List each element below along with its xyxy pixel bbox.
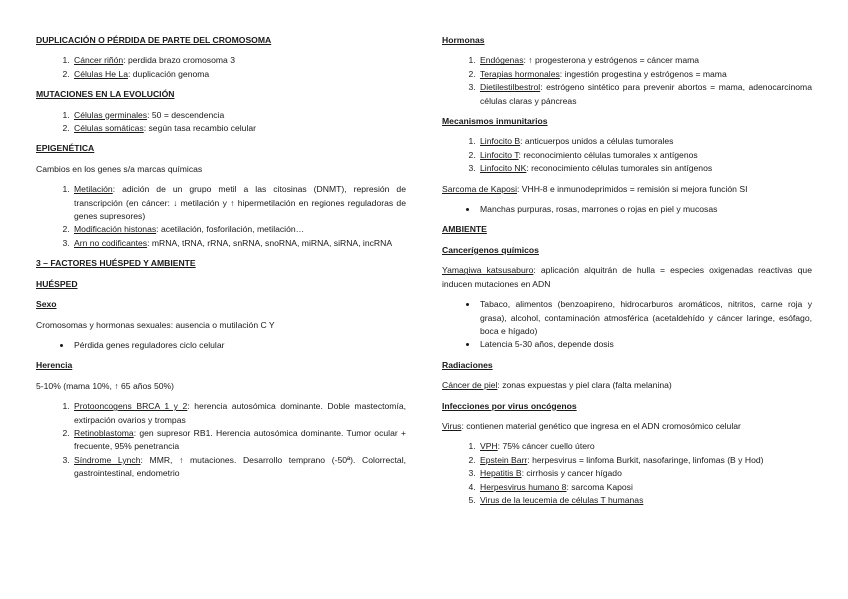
duplicacion-list	[36, 54, 406, 81]
term: Células somáticas	[74, 123, 144, 134]
list-item	[72, 237, 406, 250]
term: Células germinales	[74, 109, 148, 120]
definition: : herpesvirus = linfoma Burkit, nasofaringe, linfomas (B y Hod)	[527, 454, 764, 465]
list-item	[478, 54, 812, 67]
list-item	[478, 135, 812, 148]
list-item	[72, 454, 406, 481]
subheading-inmunitarios: Mecanismos inmunitarios	[442, 116, 548, 127]
definition: : reconocimiento células tumorales sin antígenos	[526, 163, 713, 174]
definition: : zonas expuestas y piel clara (falta melanina)	[497, 380, 672, 391]
term: Linfocito T	[480, 149, 519, 160]
inmunitarios-list	[442, 135, 812, 175]
definition: : cirrhosis y cancer hígado	[521, 468, 622, 479]
term: Arn no codificantes	[74, 237, 148, 248]
epigenetica-intro: Cambios en los genes s/a marcas químicas	[36, 163, 203, 174]
herencia-text: 5-10% (mama 10%, ↑ 65 años 50%)	[36, 380, 175, 391]
list-item	[478, 494, 812, 507]
term: Herpesvirus humano 8	[480, 481, 567, 492]
definition: : ingestión progestina y estrógenos = mama	[559, 68, 727, 79]
yamagiwa-text	[442, 264, 812, 291]
term: VPH	[480, 441, 498, 452]
list-item	[478, 467, 812, 480]
definition: : aplicación alquitrán de hulla = especies oxigenadas reactivas que inducen mutaciones en ADN	[442, 265, 812, 289]
term: Epstein Barr	[480, 454, 528, 465]
term: Hepatitis B	[480, 468, 522, 479]
sexo-text: Cromosomas y hormonas sexuales: ausencia o mutilación C Y	[36, 319, 275, 330]
term: Linfocito B	[480, 136, 521, 147]
list-item	[72, 427, 406, 454]
term: Endógenas	[480, 55, 524, 66]
section-heading-mutaciones: MUTACIONES EN LA EVOLUCIÓN	[36, 89, 175, 100]
subheading-sexo: Sexo	[36, 299, 57, 310]
term: Virus	[442, 420, 462, 431]
definition: : ↑ progesterona y estrógenos = cáncer mama	[523, 55, 700, 66]
section-heading-ambiente: AMBIENTE	[442, 224, 487, 235]
term: Cáncer riñón	[74, 55, 124, 66]
list-item	[72, 400, 406, 427]
list-item	[478, 481, 812, 494]
definition: : VHH-8 e inmunodeprimidos = remisión si mejora función SI	[517, 183, 748, 194]
bullet-item: • Latencia 5-30 años, depende dosis	[478, 338, 812, 351]
subheading-virus: Infecciones por virus oncógenos	[442, 400, 577, 411]
term: Dietilestilbestrol	[480, 82, 541, 93]
hormonas-list	[442, 54, 812, 108]
subheading-herencia: Herencia	[36, 360, 73, 371]
definition: : adición de un grupo metil a las citosinas (DNMT), represión de transcripción (en cáncer: ↓ metilación y ↑ hipermetilación en regiones reguladoras de genes supresores)	[74, 184, 406, 222]
definition: : gen supresor RB1. Herencia autosómica dominante. Tumor ocular + frecuente, 95% penetrancia	[74, 427, 406, 452]
quimicos-bullets	[442, 298, 812, 352]
definition: : 75% cáncer cuello útero	[497, 441, 595, 452]
right-column	[442, 34, 812, 514]
list-item	[478, 440, 812, 453]
term: Terapias hormonales	[480, 68, 560, 79]
list-item	[478, 81, 812, 108]
definition: : MMR, ↑ mutaciones. Desarrollo temprano (-50ª). Colorrectal, gastrointestinal, endometrio	[74, 454, 406, 479]
definition: : estrógeno sintético para prevenir abortos = mama, adenocarcinoma células claras y páncreas	[480, 82, 812, 106]
definition: : contienen material genético que ingresa en el ADN cromosómico celular	[461, 420, 741, 431]
definition: : reconocimiento células tumorales x antígenos	[518, 149, 698, 160]
term: Linfocito NK	[480, 163, 527, 174]
definition: : duplicación genoma	[127, 68, 210, 79]
bullet-item: • Manchas purpuras, rosas, marrones o rojas en piel y mucosas	[478, 203, 812, 216]
definition: : acetilación, fosforilación, metilación…	[156, 224, 305, 235]
kaposi-text	[442, 183, 812, 196]
term: Cáncer de piel	[442, 380, 498, 391]
herencia-list	[36, 400, 406, 480]
term: Síndrome Lynch	[74, 454, 141, 465]
section-heading-epigenetica: EPIGENÉTICA	[36, 143, 95, 154]
definition: : según tasa recambio celular	[143, 123, 256, 134]
bullet-item: • Tabaco, alimentos (benzoapireno, hidrocarburos aromáticos, nitritos, carne roja y grasa), alcohol, contaminación atmosférica (acetaldehído y cáncer laringe, esófago, boca e hígado)	[478, 298, 812, 338]
subheading-hormonas: Hormonas	[442, 35, 485, 45]
term: Células He La	[74, 68, 128, 79]
definition: : perdida brazo cromosoma 3	[123, 55, 235, 66]
list-item	[72, 109, 406, 122]
bullet-item: • Pérdida genes reguladores ciclo celular	[72, 339, 406, 352]
sexo-bullets	[36, 339, 406, 352]
definition: : sarcoma Kaposi	[566, 481, 633, 492]
list-item	[478, 454, 812, 467]
section-heading-factores: 3 – FACTORES HUÉSPED Y AMBIENTE	[36, 258, 196, 269]
term: Modificación histonas	[74, 224, 157, 235]
list-item	[72, 122, 406, 135]
term: Retinoblastoma	[74, 427, 134, 438]
virus-list	[442, 440, 812, 507]
definition: : herencia autosómica dominante. Doble mastectomía, extirpación ovarios y trompas	[74, 401, 406, 425]
list-item	[72, 183, 406, 223]
definition: : 50 = descendencia	[147, 109, 225, 120]
virus-text	[442, 420, 812, 433]
epigenetica-list	[36, 183, 406, 250]
term: Sarcoma de Kaposi	[442, 183, 517, 194]
definition: : mRNA, tRNA, rRNA, snRNA, snoRNA, miRNA, siRNA, incRNA	[147, 237, 393, 248]
list-item	[478, 149, 812, 162]
kaposi-bullets	[442, 203, 812, 216]
mutaciones-list	[36, 109, 406, 136]
term: Yamagiwa katsusaburo	[442, 265, 534, 276]
list-item	[478, 162, 812, 175]
term: Virus de la leucemia de células T humanas	[480, 494, 644, 505]
left-column	[36, 34, 406, 488]
list-item	[72, 68, 406, 81]
subheading-radiaciones: Radiaciones	[442, 359, 493, 370]
piel-text	[442, 379, 812, 392]
definition: : anticuerpos unidos a células tumorales	[520, 136, 674, 147]
subheading-cancerigenos: Cancerígenos químicos	[442, 244, 539, 255]
list-item	[478, 68, 812, 81]
section-heading-duplicacion: DUPLICACIÓN O PÉRDIDA DE PARTE DEL CROMOSOMA	[36, 35, 272, 45]
term: Protooncogens BRCA 1 y 2	[74, 401, 188, 412]
section-heading-huesped: HUÉSPED	[36, 278, 78, 289]
term: Metilación	[74, 184, 113, 195]
list-item	[72, 223, 406, 236]
list-item	[72, 54, 406, 67]
